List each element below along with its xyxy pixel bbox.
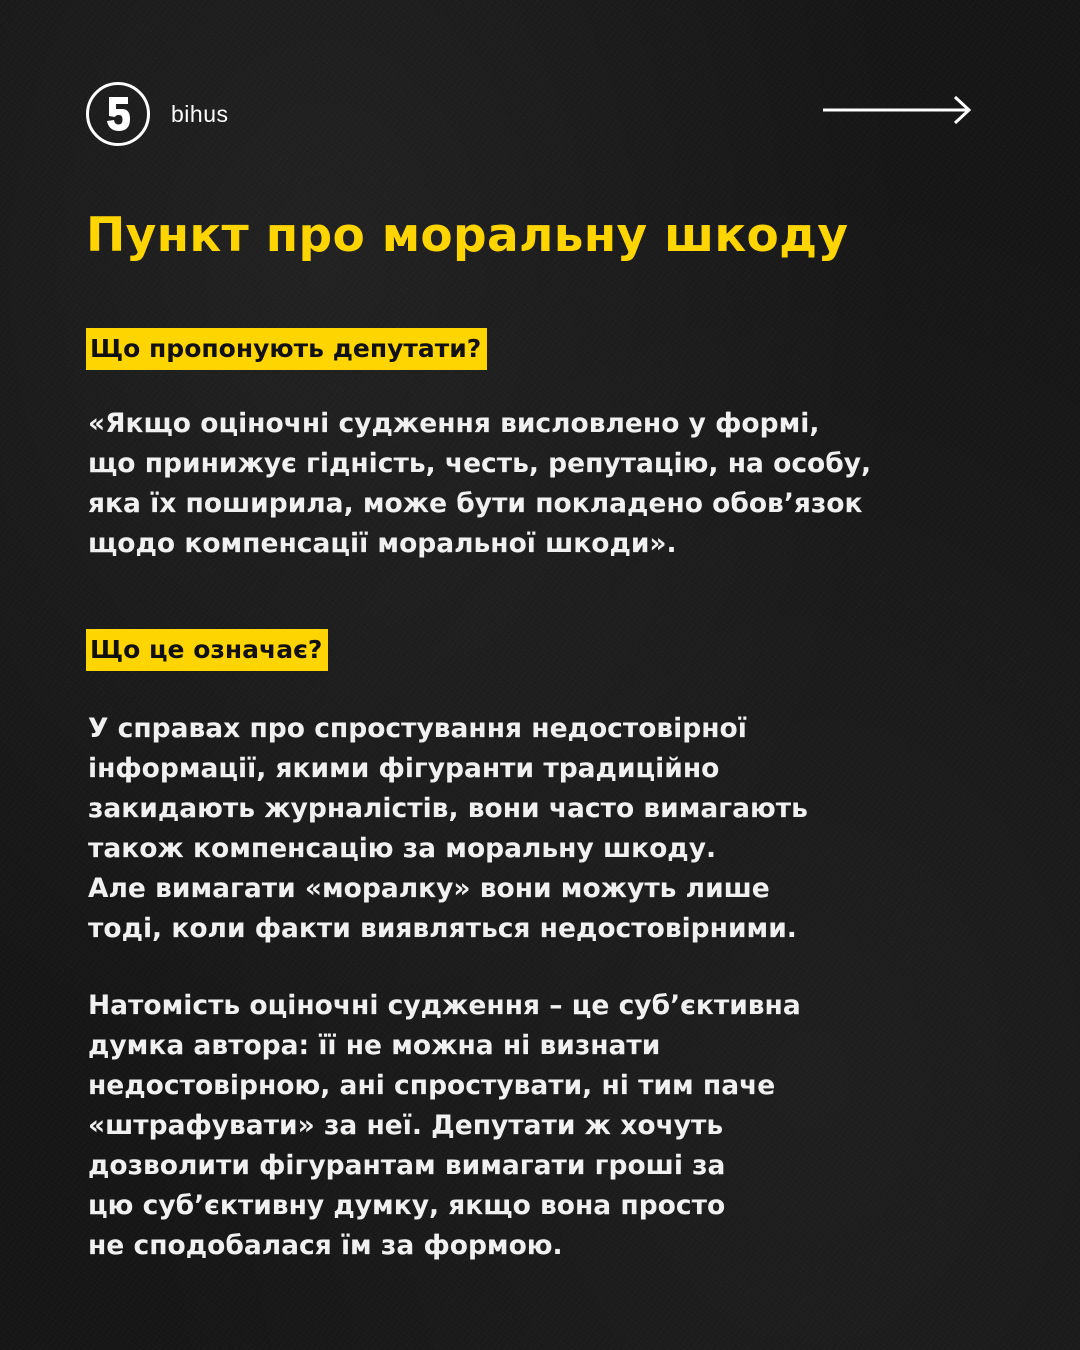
section-badge-proposal: Що пропонують депутати?	[86, 328, 487, 370]
paragraph-line: інформації, якими фігуранти традиційно	[88, 753, 720, 784]
paragraph-line: цю суб’єктивну думку, якщо вона просто	[88, 1190, 726, 1221]
paragraph-line: Але вимагати «моралку» вони можуть лише	[88, 873, 770, 904]
quote-line: «Якщо оціночні судження висловлено у формі,	[88, 408, 820, 439]
page-title: Пункт про моральну шкоду	[86, 208, 849, 263]
quote-line: щодо компенсації моральної шкоди».	[88, 528, 677, 559]
paragraph-line: недостовірною, ані спростувати, ні тим паче	[88, 1070, 776, 1101]
proposal-quote	[88, 404, 871, 564]
brand-name: bihus	[171, 100, 229, 127]
paragraph-line: думка автора: її не можна ні визнати	[88, 1030, 661, 1061]
quote-line: яка їх поширила, може бути покладено обов’язок	[88, 488, 863, 519]
meaning-paragraph-1	[88, 709, 808, 949]
arrow-right-icon[interactable]	[822, 94, 972, 126]
logo-glyph	[101, 94, 135, 134]
paragraph-line: Натомість оціночні судження – це суб’єктивна	[88, 990, 801, 1021]
paragraph-line: тоді, коли факти виявляться недостовірними.	[88, 913, 797, 944]
quote-line: що принижує гідність, честь, репутацію, на особу,	[88, 448, 872, 479]
meaning-paragraph-2	[88, 986, 801, 1266]
paragraph-line: «штрафувати» за неї. Депутати ж хочуть	[88, 1110, 724, 1141]
paragraph-line: дозволити фігурантам вимагати гроші за	[88, 1150, 726, 1181]
paragraph-line: не сподобалася їм за формою.	[88, 1230, 563, 1261]
section-badge-meaning: Що це означає?	[86, 629, 328, 671]
brand-header	[86, 80, 228, 148]
paragraph-line: закидають журналістів, вони часто вимагають	[88, 793, 808, 824]
paragraph-line: також компенсацію за моральну шкоду.	[88, 833, 717, 864]
paragraph-line: У справах про спростування недостовірної	[88, 713, 747, 744]
bihus-logo-icon	[86, 82, 150, 146]
